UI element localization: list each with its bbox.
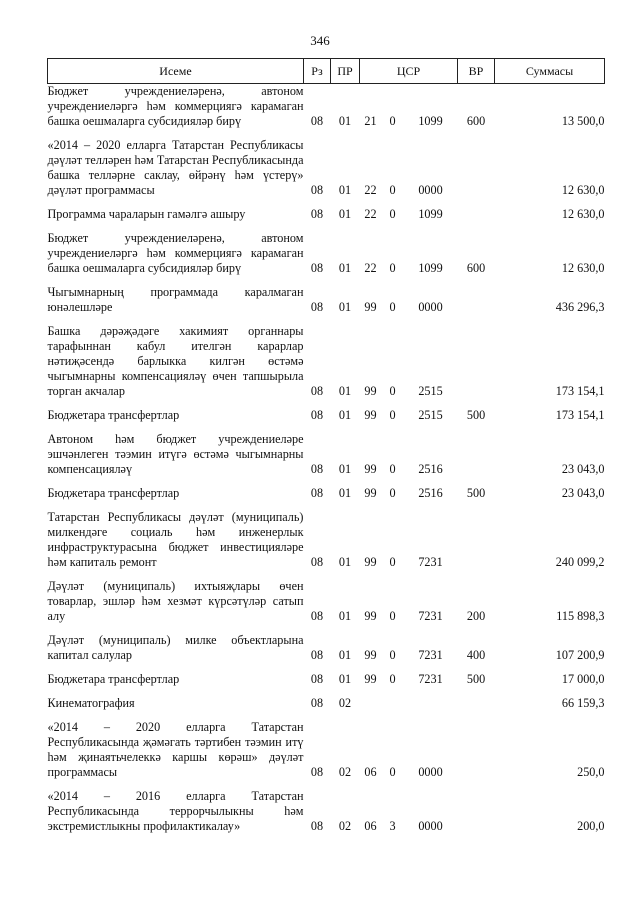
header-name: Исеме xyxy=(48,59,304,84)
cell-vr: 500 xyxy=(466,408,486,422)
header-pr: ПР xyxy=(331,59,360,84)
row-spacer xyxy=(48,276,605,285)
table-row xyxy=(48,579,605,624)
cell-name: Чыгымнарның программада каралмаган юнәлешләре xyxy=(47,285,304,314)
cell-c1: 99 xyxy=(364,408,377,422)
cell-c3: 2515 xyxy=(418,384,443,398)
cell-sum: 66 159,3 xyxy=(561,696,605,710)
budget-table xyxy=(47,58,605,834)
cell-name: Бюджетара трансфертлар xyxy=(47,672,180,686)
cell-c2: 0 xyxy=(389,765,396,779)
cell-c1: 99 xyxy=(364,462,377,476)
row-spacer xyxy=(48,399,605,408)
cell-sum: 17 000,0 xyxy=(561,672,605,686)
cell-c2: 0 xyxy=(389,462,396,476)
row-spacer xyxy=(48,624,605,633)
cell-vr: 600 xyxy=(466,261,486,275)
row-spacer xyxy=(48,780,605,789)
cell-pr: 01 xyxy=(338,384,352,398)
cell-rz: 08 xyxy=(310,672,324,686)
header-csr: ЦСР xyxy=(360,59,458,84)
cell-c1: 99 xyxy=(364,609,377,623)
cell-pr: 01 xyxy=(338,555,352,569)
cell-vr: 200 xyxy=(466,609,486,623)
cell-sum: 173 154,1 xyxy=(555,384,605,398)
table-row xyxy=(48,789,605,834)
cell-c3: 1099 xyxy=(418,114,443,128)
cell-c2: 0 xyxy=(389,183,396,197)
cell-name: «2014 – 2020 елларга Татарстан Республикасында җәмәгать тәртибен тәэмин итү һәм җинаятьчелеккә каршы көрәш» дәүләт программасы xyxy=(47,720,304,779)
cell-rz: 08 xyxy=(310,408,324,422)
row-spacer xyxy=(48,423,605,432)
cell-c3 xyxy=(404,696,458,711)
page-number: 346 xyxy=(310,33,330,48)
cell-vr xyxy=(458,207,495,222)
cell-name: Татарстан Республикасы дәүләт (муниципаль) милкендәге социаль һәм инженерлык инфраструктурасына бюджет инвестицияләре һәм капиталь ремонт xyxy=(47,510,304,569)
cell-c2: 0 xyxy=(389,486,396,500)
cell-sum: 12 630,0 xyxy=(561,207,605,221)
cell-c1: 06 xyxy=(364,765,377,779)
table-row xyxy=(48,510,605,570)
cell-pr: 02 xyxy=(338,696,352,710)
cell-c3: 1099 xyxy=(418,261,443,275)
cell-c2: 3 xyxy=(389,819,396,833)
cell-vr xyxy=(458,696,495,711)
cell-sum: 107 200,9 xyxy=(555,648,605,662)
cell-vr: 400 xyxy=(466,648,486,662)
cell-c1: 22 xyxy=(364,207,377,221)
table-row xyxy=(48,324,605,399)
cell-name: Башка дәрәҗәдәге хакимият органнары тарафыннан кабул ителгән карарлар нәтиҗәсендә барлыкка килгән өстәмә чыгымнарны компенсацияләү өчен тапшырыла торган акчалар xyxy=(47,324,304,398)
cell-c2: 0 xyxy=(389,555,396,569)
cell-rz: 08 xyxy=(310,462,324,476)
cell-sum: 200,0 xyxy=(577,819,605,833)
row-spacer xyxy=(48,477,605,486)
cell-vr xyxy=(458,138,495,198)
cell-sum: 12 630,0 xyxy=(561,183,605,197)
cell-rz: 08 xyxy=(310,765,324,779)
cell-rz: 08 xyxy=(310,261,324,275)
table-row xyxy=(48,486,605,501)
cell-sum: 173 154,1 xyxy=(555,408,605,422)
cell-c2: 0 xyxy=(389,609,396,623)
cell-c1: 99 xyxy=(364,672,377,686)
header-vr: ВР xyxy=(458,59,495,84)
cell-sum: 12 630,0 xyxy=(561,261,605,275)
cell-name: Программа чараларын гамәлгә ашыру xyxy=(47,207,246,221)
cell-c2: 0 xyxy=(389,261,396,275)
cell-sum: 23 043,0 xyxy=(561,462,605,476)
cell-c2: 0 xyxy=(389,300,396,314)
cell-rz: 08 xyxy=(310,207,324,221)
cell-pr: 02 xyxy=(338,819,352,833)
cell-vr xyxy=(458,285,495,315)
cell-pr: 01 xyxy=(338,408,352,422)
cell-c2 xyxy=(382,696,404,711)
cell-sum: 13 500,0 xyxy=(561,114,605,128)
cell-name: Бюджет учреждениеләренә, автоном учреждениеләргә һәм коммерциягә карамаган башка оешмаларга субсидияләр бирү xyxy=(47,84,304,128)
cell-rz: 08 xyxy=(310,384,324,398)
header-rz: Рз xyxy=(304,59,331,84)
cell-vr xyxy=(458,510,495,570)
cell-c1 xyxy=(360,696,382,711)
cell-c1: 22 xyxy=(364,261,377,275)
cell-pr: 01 xyxy=(338,183,352,197)
cell-pr: 01 xyxy=(338,207,352,221)
table-row xyxy=(48,231,605,276)
row-spacer xyxy=(48,129,605,138)
table-row xyxy=(48,138,605,198)
cell-vr: 500 xyxy=(466,486,486,500)
cell-name: Дәүләт (муниципаль) ихтыяҗлары өчен товарлар, эшләр һәм хезмәт күрсәтүләр сатып алу xyxy=(47,579,304,623)
header-sum: Суммасы xyxy=(495,59,605,84)
cell-rz: 08 xyxy=(310,648,324,662)
cell-name: Бюджет учреждениеләренә, автоном учреждениеләргә һәм коммерциягә карамаган башка оешмаларга субсидияләр бирү xyxy=(47,231,304,275)
cell-name: «2014 – 2020 елларга Татарстан Республикасы дәүләт телләрен һәм Татарстан Республикасында башка телләрне саклау, өйрәнү һәм үстерү» дәүләт программасы xyxy=(47,138,304,197)
cell-vr xyxy=(458,324,495,399)
cell-c3: 7231 xyxy=(418,672,443,686)
cell-name: «2014 – 2016 елларга Татарстан Республикасында террорчылыкны һәм экстремистлыкны профилактикалау» xyxy=(47,789,304,833)
cell-c1: 21 xyxy=(364,114,377,128)
cell-pr: 01 xyxy=(338,261,352,275)
table-row xyxy=(48,696,605,711)
cell-rz: 08 xyxy=(310,819,324,833)
cell-name: Автоном һәм бюджет учреждениеләре эшчәнлеген тәэмин итүгә өстәмә чыгымнарны компенсацияләү xyxy=(47,432,304,476)
row-spacer xyxy=(48,711,605,720)
cell-vr xyxy=(458,789,495,834)
cell-rz: 08 xyxy=(310,183,324,197)
cell-pr: 01 xyxy=(338,672,352,686)
table-row xyxy=(48,720,605,780)
table-row xyxy=(48,84,605,130)
cell-pr: 01 xyxy=(338,648,352,662)
cell-rz: 08 xyxy=(310,486,324,500)
row-spacer xyxy=(48,570,605,579)
cell-c3: 7231 xyxy=(418,555,443,569)
cell-c1: 99 xyxy=(364,555,377,569)
row-spacer xyxy=(48,315,605,324)
table-row xyxy=(48,207,605,222)
cell-c2: 0 xyxy=(389,114,396,128)
cell-rz: 08 xyxy=(310,300,324,314)
table-row xyxy=(48,633,605,663)
cell-c2: 0 xyxy=(389,408,396,422)
cell-vr xyxy=(458,432,495,477)
cell-c1: 99 xyxy=(364,486,377,500)
table-row xyxy=(48,408,605,423)
cell-c1: 99 xyxy=(364,648,377,662)
cell-sum: 115 898,3 xyxy=(556,609,605,623)
cell-pr: 01 xyxy=(338,609,352,623)
cell-c3: 1099 xyxy=(418,207,443,221)
cell-pr: 01 xyxy=(338,486,352,500)
cell-name: Дәүләт (муниципаль) милке объектларына капитал салулар xyxy=(47,633,304,662)
row-spacer xyxy=(48,663,605,672)
table-row xyxy=(48,285,605,315)
cell-sum: 250,0 xyxy=(577,765,605,779)
cell-vr: 600 xyxy=(466,114,486,128)
cell-c1: 99 xyxy=(364,384,377,398)
row-spacer xyxy=(48,198,605,207)
cell-name: Бюджетара трансфертлар xyxy=(47,486,180,500)
cell-c2: 0 xyxy=(389,207,396,221)
cell-rz: 08 xyxy=(310,114,324,128)
cell-sum: 240 099,2 xyxy=(555,555,605,569)
cell-c2: 0 xyxy=(389,384,396,398)
cell-c3: 2515 xyxy=(418,408,443,422)
cell-c3: 0000 xyxy=(418,819,443,833)
table-header-row xyxy=(48,59,605,84)
cell-c1: 99 xyxy=(364,300,377,314)
row-spacer xyxy=(48,501,605,510)
cell-pr: 01 xyxy=(338,114,352,128)
cell-c3: 2516 xyxy=(418,486,443,500)
cell-c3: 7231 xyxy=(418,609,443,623)
cell-name: Кинематография xyxy=(47,696,135,710)
cell-sum: 23 043,0 xyxy=(561,486,605,500)
row-spacer xyxy=(48,687,605,696)
cell-c3: 0000 xyxy=(418,183,443,197)
cell-sum: 436 296,3 xyxy=(555,300,605,314)
cell-c1: 06 xyxy=(364,819,377,833)
cell-c2: 0 xyxy=(389,648,396,662)
table-row xyxy=(48,432,605,477)
cell-c3: 2516 xyxy=(418,462,443,476)
cell-pr: 01 xyxy=(338,462,352,476)
table-row xyxy=(48,672,605,687)
cell-c3: 7231 xyxy=(418,648,443,662)
cell-pr: 01 xyxy=(338,300,352,314)
cell-c1: 22 xyxy=(364,183,377,197)
cell-vr xyxy=(458,720,495,780)
cell-rz: 08 xyxy=(310,696,324,710)
cell-c2: 0 xyxy=(389,672,396,686)
row-spacer xyxy=(48,222,605,231)
cell-rz: 08 xyxy=(310,609,324,623)
cell-c3: 0000 xyxy=(418,300,443,314)
cell-c3: 0000 xyxy=(418,765,443,779)
cell-rz: 08 xyxy=(310,555,324,569)
cell-vr: 500 xyxy=(466,672,486,686)
cell-pr: 02 xyxy=(338,765,352,779)
cell-name: Бюджетара трансфертлар xyxy=(47,408,180,422)
